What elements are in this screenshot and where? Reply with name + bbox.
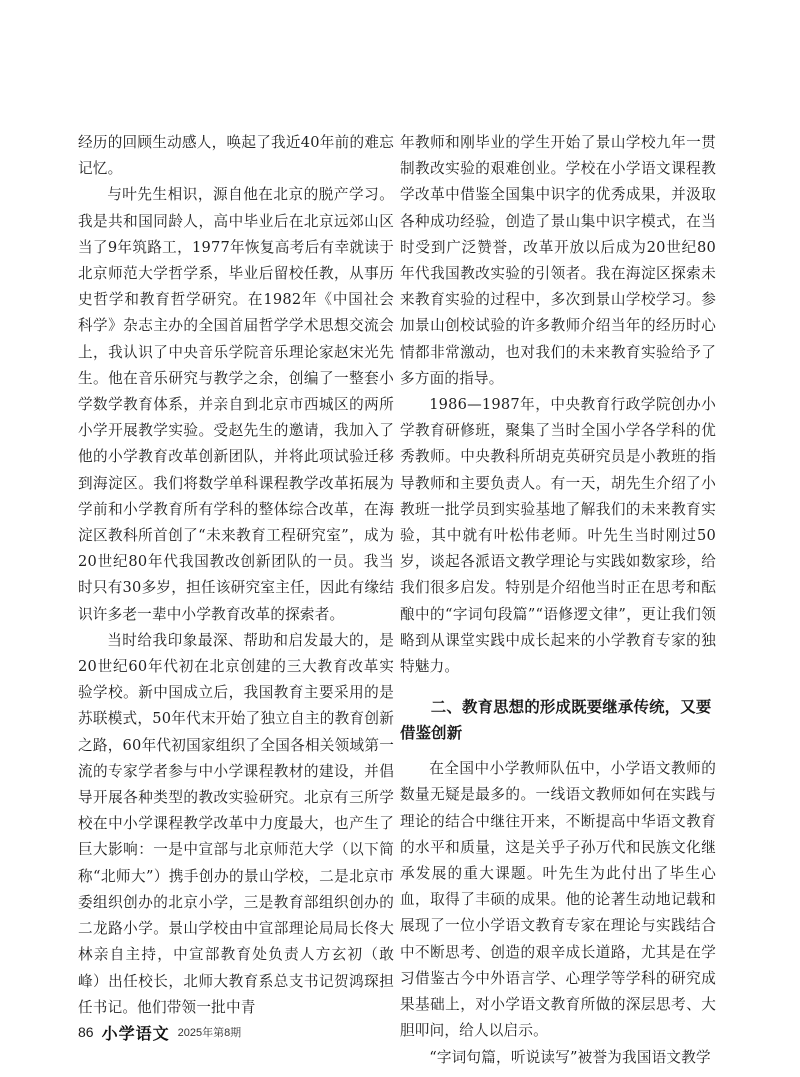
page-footer: [78, 1020, 241, 1044]
body-paragraph: 年教师和刚毕业的学生开始了景山学校九年一贯制教改实验的艰难创业。学校在小学语文课程教学改革中借鉴全国集中识字的优秀成果，并汲取各种成功经验，创造了景山集中识字模式，在当时受到广泛赞誉，改革开放以后成为20世纪80年代我国教改实验的引领者。我在海淀区探索未来教育实验的过程中，多次到景山学校学习。参加景山创校试验的许多教师介绍当年的经历时心情都非常激动，也对我们的未来教育实验给予了多方面的指导。: [400, 134, 716, 387]
left-text-column: [78, 130, 394, 1021]
section-heading: 二、教育思想的形成既要继承传统，又要借鉴创新: [400, 698, 712, 743]
right-text-column: [400, 130, 716, 1071]
body-paragraph: 在全国中小学教师队伍中，小学语文教师的数量无疑是最多的。一线语文教师如何在实践与理论的结合中继往开来，不断提高中华语文教育的水平和质量，这是关乎子孙万代和民族文化继承发展的重大课题。叶先生为此付出了毕生心血，取得了丰硕的成果。他的论著生动地记载和展现了一位小学语文教育专家在理论与实践结合中不断思考、创造的艰辛成长道路，尤其是在学习借鉴古今中外语言学、心理学等学科的研究成果基础上，对小学语文教育所做的深层思考、大胆叩问，给人以启示。: [400, 760, 716, 1040]
body-paragraph: 经历的回顾生动感人，唤起了我近40年前的难忘记忆。: [78, 134, 394, 178]
body-paragraph: 当时给我印象最深、帮助和启发最大的，是20世纪60年代初在北京创建的三大教育改革实验学校。新中国成立后，我国教育主要采用的是苏联模式，50年代末开始了独立自主的教育创新之路，60年代初国家组织了全国各相关领域第一流的专家学者参与中小学课程教材的建设，并倡导开展各种类型的教改实验研究。北京有三所学校在中小学课程教学改革中力度最大，也产生了巨大影响：一是中宣部与北京师范大学（以下简称“北师大”）携手创办的景山学校，二是北京市委组织创办的北京小学，三是教育部组织创办的二龙路小学。景山学校由中宣部理论局局长佟大林亲自主持，中宣部教育处负责人方玄初（敢峰）出任校长，北师大教育系总支书记贺鸿琛担任书记。他们带领一批中青: [78, 631, 394, 1016]
body-paragraph: “字词句篇，听说读写”被誉为我国语文教学: [429, 1048, 711, 1066]
magazine-title: 小学语文: [101, 1023, 170, 1043]
body-paragraph: 1986—1987年，中央教育行政学院创办小学教育研修班，聚集了当时全国小学各学科的优秀教师。中央教科所胡克英研究员是小教班的指导教师和主要负责人。有一天，胡先生介绍了小教班一批学员到实验基地了解我们的未来教育实验，其中就有叶松伟老师。叶先生当时刚过50岁，谈起各派语文教学理论与实践如数家珍，给我们很多启发。特别是介绍他当时正在思考和酝酿中的“字词句段篇”“语修逻文律”，更让我们领略到从课堂实践中成长起来的小学教育专家的独特魅力。: [400, 396, 716, 676]
body-paragraph: 与叶先生相识，源自他在北京的脱产学习。我是共和国同龄人，高中毕业后在北京远郊山区当了9年筑路工，1977年恢复高考后有幸就读于北京师范大学哲学系，毕业后留校任教，从事历史哲学和教育哲学研究。在1982年《中国社会科学》杂志主办的全国首届哲学学术思想交流会上，我认识了中央音乐学院音乐理论家赵宋光先生。他在音乐研究与教学之余，创编了一整套小学数学教育体系，并亲自到北京市西城区的两所小学开展教学实验。受赵先生的邀请，我加入了他的小学教育改革创新团队，并将此项试验迁移到海淀区。我们将数学单科课程教学改革拓展为学前和小学教育所有学科的整体综合改革，在海淀区教科所首创了“未来教育工程研究室”，成为20世纪80年代我国教改创新团队的一员。我当时只有30多岁，担任该研究室主任，因此有缘结识许多老一辈中小学教育改革的探索者。: [78, 186, 394, 623]
issue-label: 2025年第8期: [177, 1027, 242, 1039]
page-number: 86: [78, 1024, 94, 1040]
